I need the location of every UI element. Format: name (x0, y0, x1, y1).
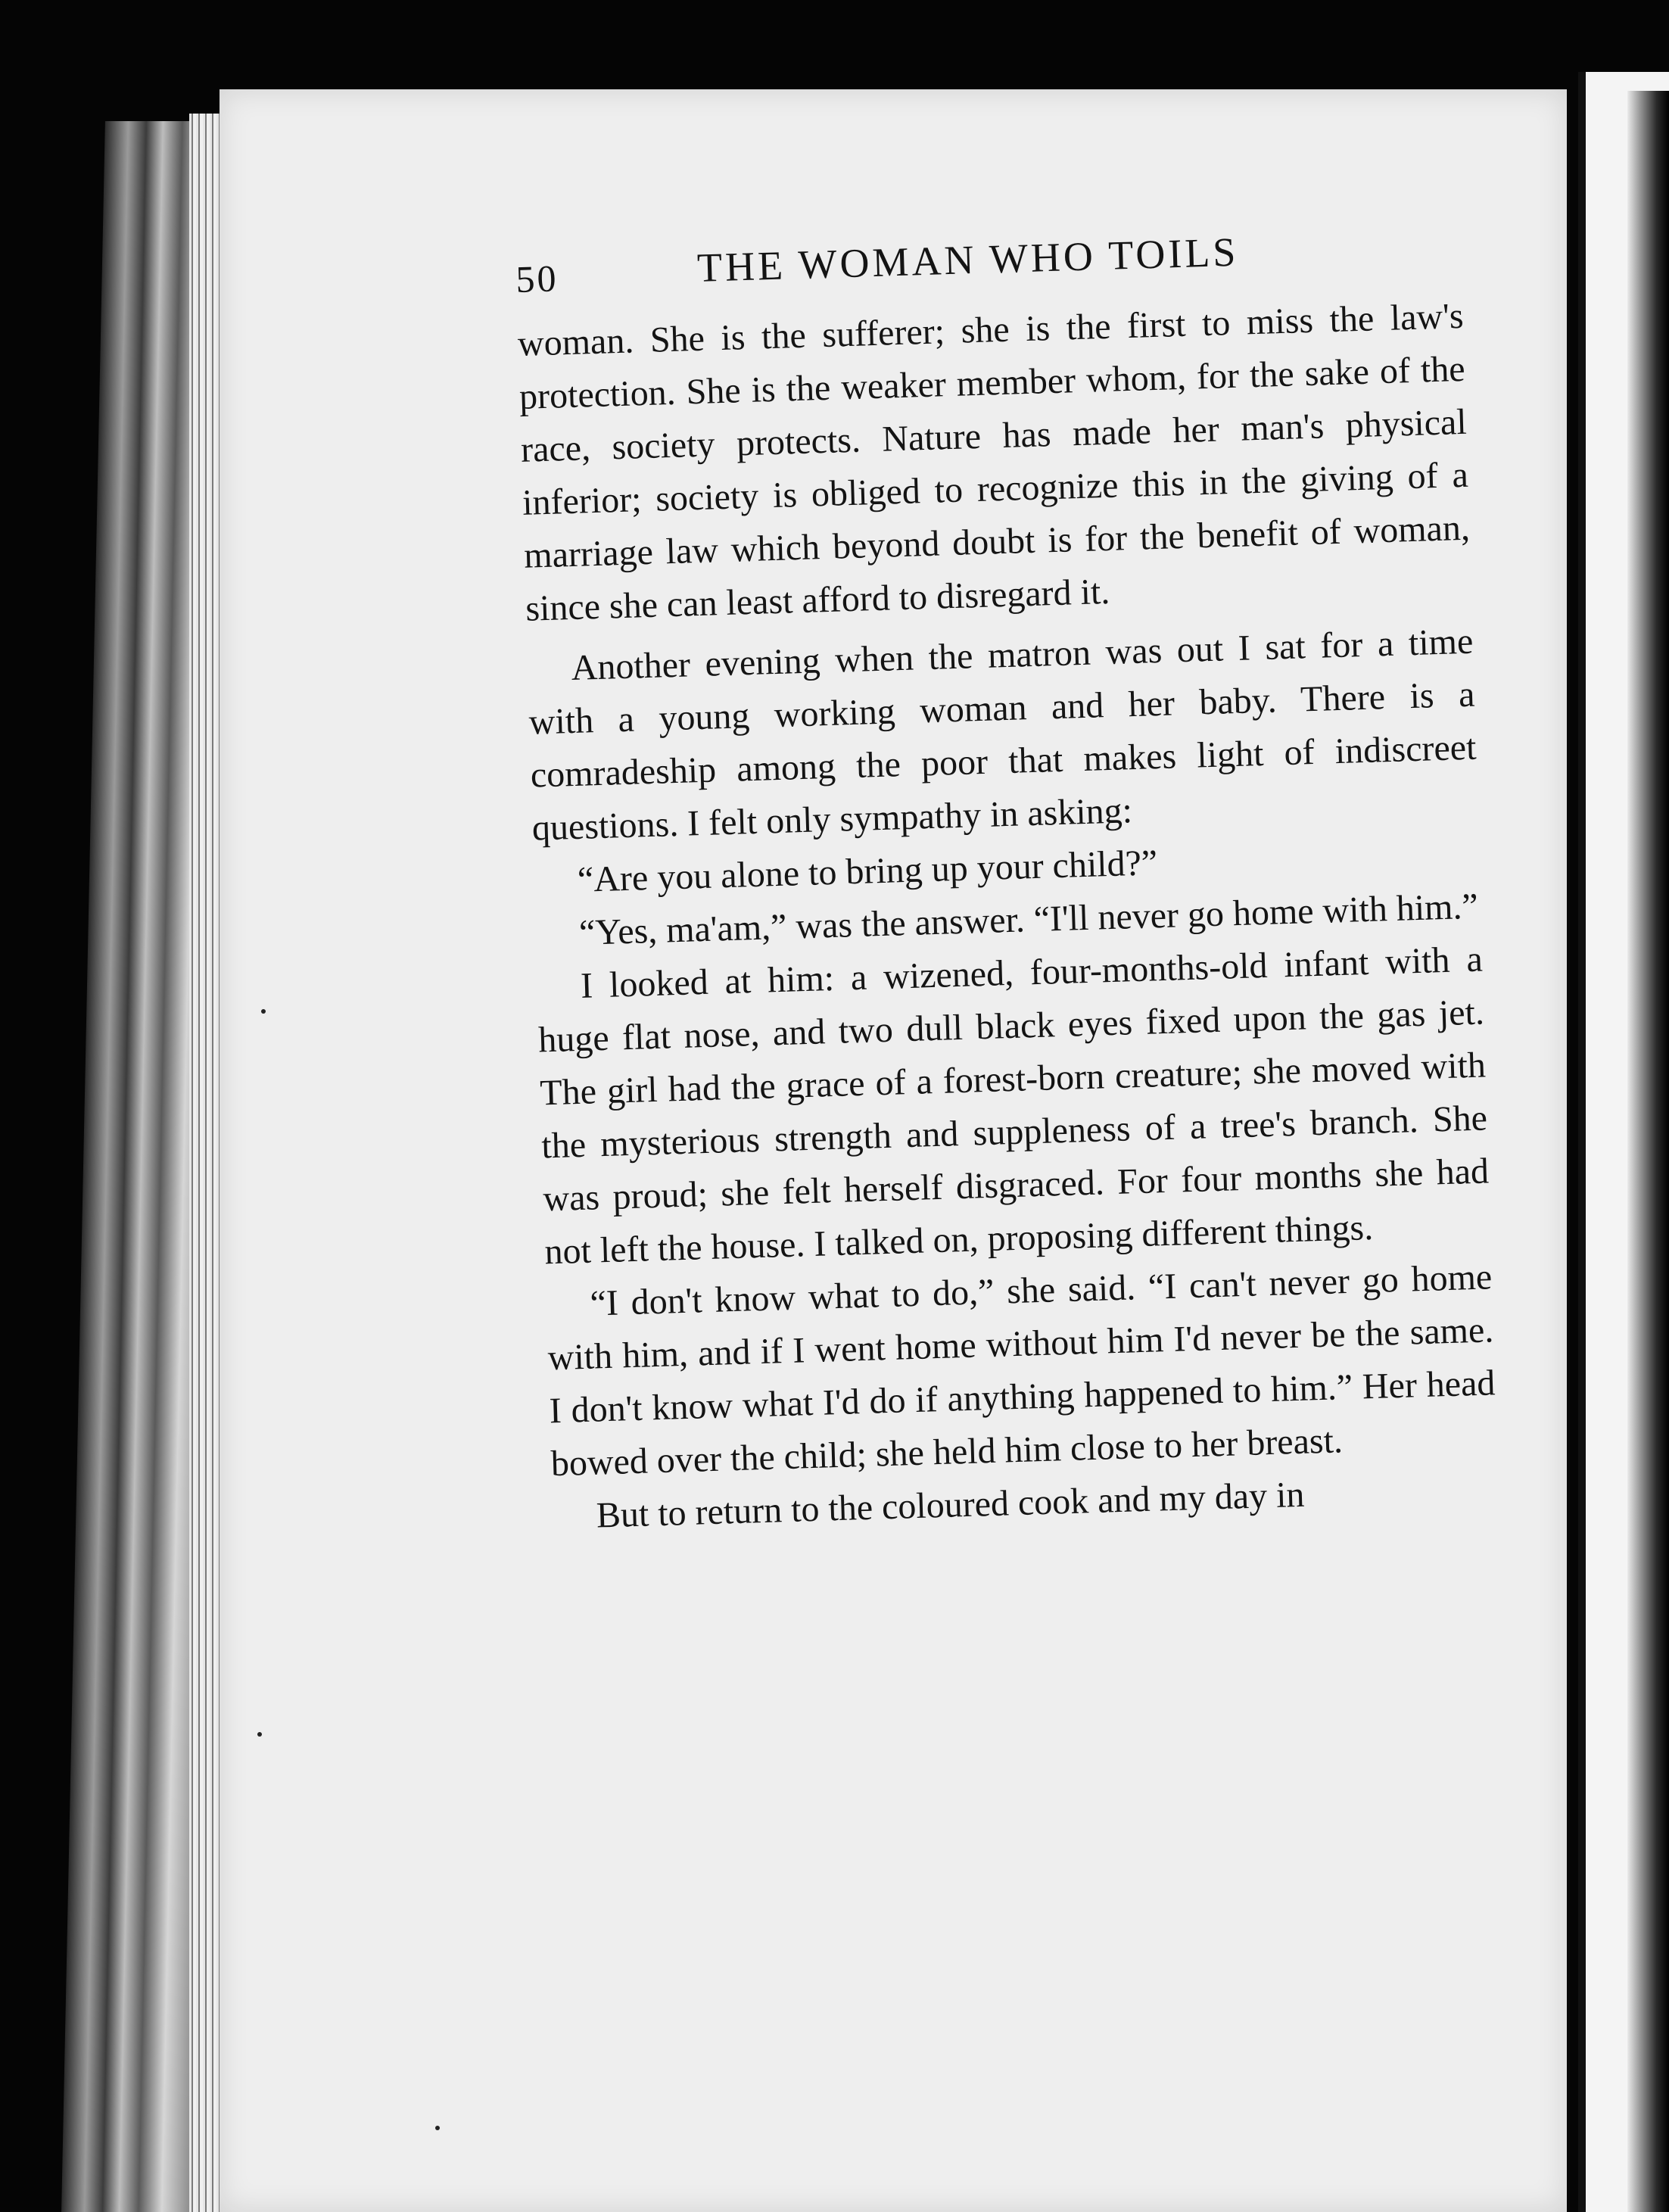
speck-mark (257, 1732, 262, 1737)
speck-mark (261, 1009, 266, 1014)
paragraph: Another evening when the matron was out I sat for a time with a young working woman and her baby. There is a comradeship among the poor that makes light of indiscreet questions. I felt only sympathy in asking: (528, 621, 1478, 849)
book-title: THE WOMAN WHO TOILS (696, 229, 1240, 291)
paragraph: But to return to the coloured cook and my day in (596, 1474, 1306, 1536)
page-text (515, 214, 1499, 1544)
speck-mark (435, 2126, 440, 2130)
paragraph: “Are you alone to bring up your child?” (577, 843, 1158, 900)
paragraph: woman. She is the sufferer; she is the first to miss the law's protection. She is the weaker member whom, for the sake of the race, society protects. Nature has made her man's physical inferior; society is obliged to recognize this in the giving of a marriage law which beyond doubt is for the benefit of woman, since she can least afford to disregard it. (517, 295, 1471, 629)
paragraph: I looked at him: a wizened, four-months-old infant with a huge flat nose, and two dull black eyes fixed upon the gas jet. The girl had the grace of a forest-born creature; she moved with the mysterious strength and suppleness of a tree's branch. She was proud; she felt herself disgraced. For four months she had not left the house. I talked on, proposing different things. (537, 939, 1490, 1273)
page-number: 50 (515, 257, 559, 301)
paragraph: “I don't know what to do,” she said. “I can't never go home with him, and if I went home without him I'd never be the same. I don't know what I'd do if anything happened to him.” Her head bowed over the child; she held him close to her breast. (546, 1257, 1496, 1485)
facing-page-shadow (1627, 91, 1669, 2212)
paragraph: “Yes, ma'am,” was the answer. “I'll never go home with him.” (578, 886, 1479, 953)
